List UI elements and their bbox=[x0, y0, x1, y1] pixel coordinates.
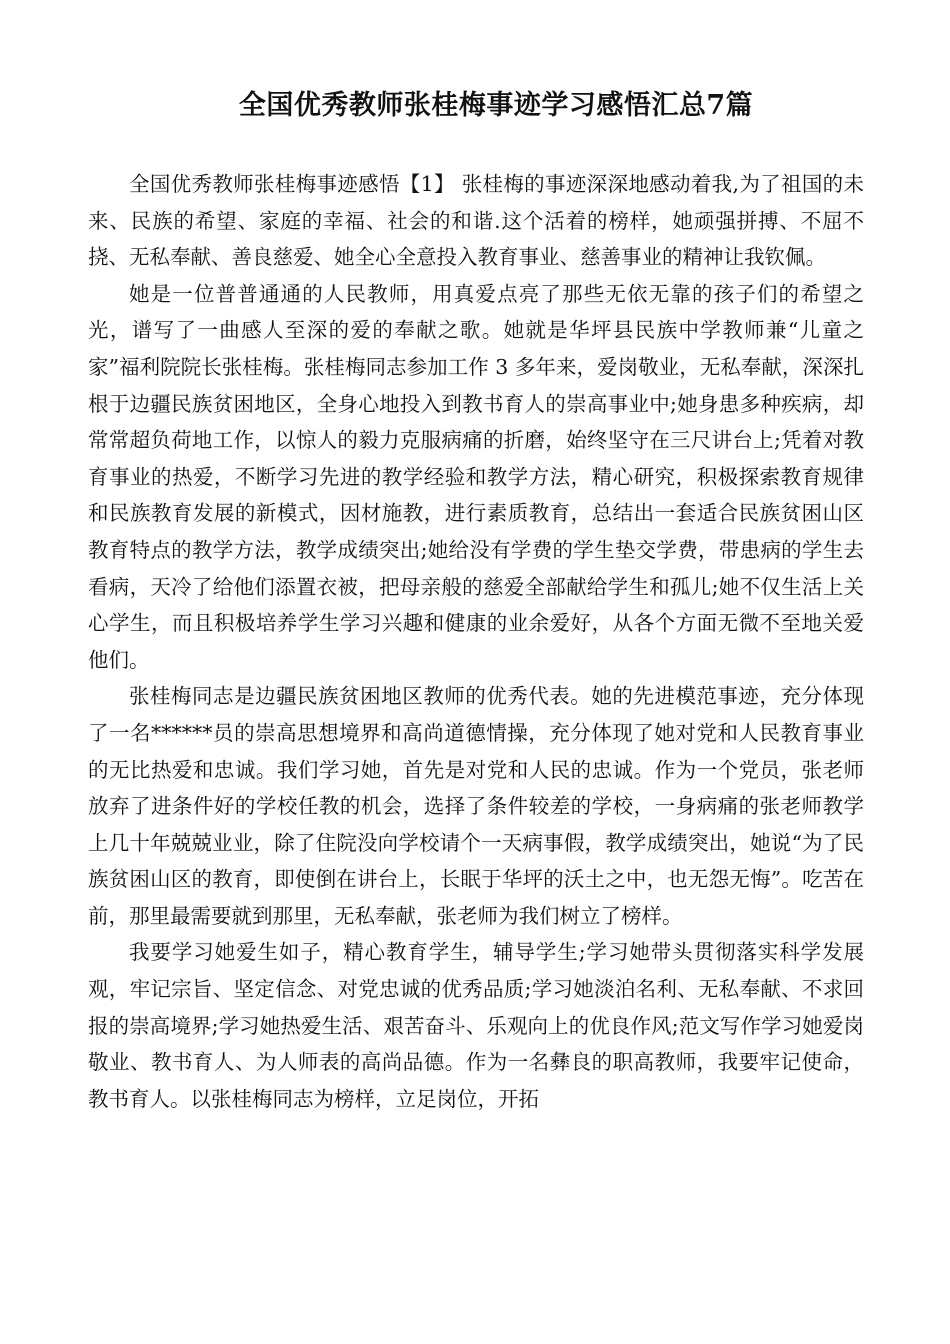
paragraph-3: 张桂梅同志是边疆民族贫困地区教师的优秀代表。她的先进模范事迹，充分体现了一名******员的崇高思想境界和高尚道德情操，充分体现了她对党和人民教育事业的无比热爱和忠诚。我们学习她，首先是对党和人民的忠诚。作为一个党员，张老师放弃了进条件好的学校任教的机会，选择了条件较差的学校，一身病痛的张老师教学上几十年兢兢业业，除了住院没向学校请个一天病事假，教学成绩突出，她说“为了民族贫困山区的教育，即使倒在讲台上，长眠于华坪的沃土之中，也无怨无悔”。吃苦在前，那里最需要就到那里，无私奉献，张老师为我们树立了榜样。 bbox=[88, 684, 864, 928]
paragraph-2: 她是一位普普通通的人民教师，用真爱点亮了那些无依无靠的孩子们的希望之光，谱写了一曲感人至深的爱的奉献之歌。她就是华坪县民族中学教师兼“儿童之家”福利院院长张桂梅。张桂梅同志参加工作 3 多年来，爱岗敬业，无私奉献，深深扎根于边疆民族贫困地区，全身心地投入到教书育人的崇高事业中;她身患多种疾病，却常常超负荷地工作，以惊人的毅力克服病痛的折磨，始终坚守在三尺讲台上;凭着对教育事业的热爱，不断学习先进的教学经验和教学方法，精心研究，积极探索教育规律和民族教育发展的新模式，因材施教，进行素质教育，总结出一套适合民族贫困山区教育特点的教学方法，教学成绩突出;她给没有学费的学生垫交学费，带患病的学生去看病，天冷了给他们添置衣被，把母亲般的慈爱全部献给学生和孤儿;她不仅生活上关心学生，而且积极培养学生学习兴趣和健康的业余爱好，从各个方面无微不至地关爱他们。 bbox=[88, 281, 864, 672]
document-page bbox=[88, 88, 864, 1117]
document-title: 全国优秀教师张桂梅事迹学习感悟汇总7篇 bbox=[238, 90, 754, 121]
paragraph-4: 我要学习她爱生如子，精心教育学生，辅导学生;学习她带头贯彻落实科学发展观，牢记宗旨、坚定信念、对党忠诚的优秀品质;学习她淡泊名利、无私奉献、不求回报的崇高境界;学习她热爱生活、艰苦奋斗、乐观向上的优良作风;范文写作学习她爱岗敬业、教书育人、为人师表的高尚品德。作为一名彝良的职高教师，我要牢记使命，教书育人。以张桂梅同志为榜样，立足岗位，开拓 bbox=[88, 940, 864, 1111]
paragraph-1: 全国优秀教师张桂梅事迹感悟【1】 张桂梅的事迹深深地感动着我,为了祖国的未来、民族的希望、家庭的幸福、社会的和谐.这个活着的榜样，她顽强拼搏、不屈不挠、无私奉献、善良慈爱、她全心全意投入教育事业、慈善事业的精神让我钦佩。 bbox=[88, 172, 864, 270]
